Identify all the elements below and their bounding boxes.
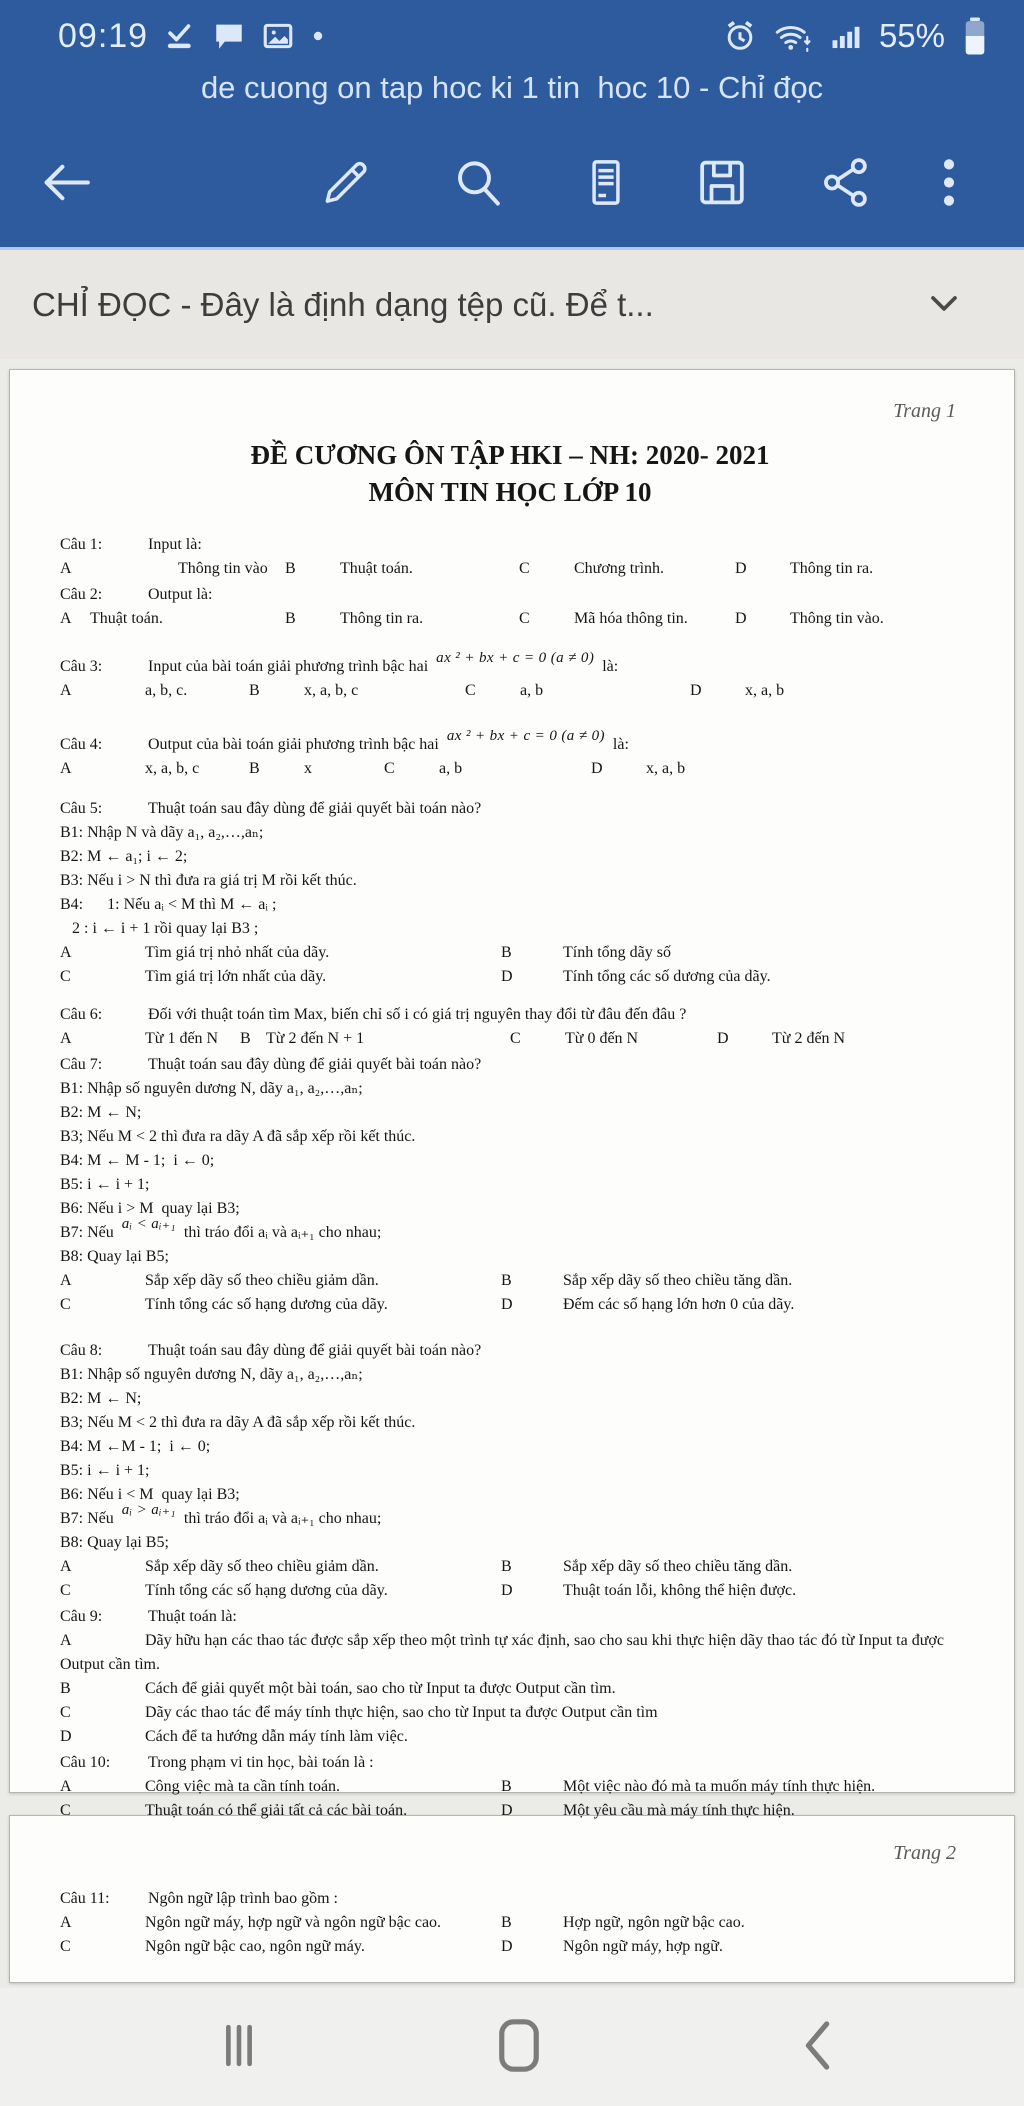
- back-arrow-icon: [37, 153, 95, 211]
- search-button[interactable]: [450, 154, 506, 213]
- option-letter: D: [717, 1030, 729, 1047]
- option-C: [519, 607, 735, 631]
- option-letter: A: [60, 1272, 72, 1289]
- question-number: Câu 1:: [60, 536, 103, 553]
- option-letter: D: [735, 560, 747, 577]
- algorithm-step: 2 : i ← i + 1 rồi quay lại B3 ;: [60, 920, 259, 937]
- option-letter: C: [510, 1030, 521, 1047]
- option-text: Sắp xếp dãy số theo chiều giảm dần.: [145, 1272, 379, 1289]
- option-letter: D: [501, 1802, 513, 1819]
- option-text: Mã hóa thông tin.: [574, 610, 688, 627]
- option-text: Ngôn ngữ máy, hợp ngữ và ngôn ngữ bậc cao.: [145, 1914, 442, 1931]
- gallery-icon: [261, 19, 295, 53]
- option-text: Chương trình.: [574, 560, 665, 577]
- option-A: [60, 1629, 960, 1677]
- question-text: Output là:: [148, 586, 213, 603]
- mobile-view-icon: [580, 154, 632, 210]
- option-D: [501, 1935, 960, 1959]
- document-heading-line1: ĐỀ CƯƠNG ÔN TẬP HKI – NH: 2020- 2021: [250, 440, 770, 470]
- questions-list-page2: [60, 1887, 960, 1959]
- battery-icon: [960, 15, 990, 57]
- option-letter: A: [60, 1632, 72, 1649]
- option-C: [60, 1935, 501, 1959]
- option-A: [60, 1775, 501, 1799]
- question-head: [60, 1751, 960, 1775]
- option-letter: A: [60, 760, 72, 777]
- option-text: Đếm các số hạng lớn hơn 0 của dãy.: [563, 1296, 795, 1313]
- algorithm-step: B1: Nhập số nguyên dương N, dãy a₁, a₂,…,aₙ;: [60, 1366, 363, 1383]
- android-nav-bar: [0, 1988, 1024, 2106]
- question-text: Input là:: [148, 536, 202, 553]
- algorithm-step: B3: Nếu i > N thì đưa ra giá trị M rồi kết thúc.: [60, 872, 357, 889]
- option-text: Dãy hữu hạn các thao tác được sắp xếp theo một trình tự xác định, sao cho sau khi thực hiện dãy thao tác đó từ Input ta được Output cần tìm.: [60, 1632, 944, 1673]
- option-A: [60, 1911, 501, 1935]
- nav-back-button[interactable]: [796, 2018, 838, 2077]
- option-text: Từ 0 đến N: [565, 1030, 639, 1047]
- question-head: [60, 797, 960, 821]
- option-letter: A: [60, 1558, 72, 1575]
- option-B: [60, 1677, 960, 1701]
- math-formula: aᵢ < aᵢ₊₁: [121, 1216, 176, 1232]
- question-c6: [60, 1003, 960, 1051]
- option-text: Hợp ngữ, ngôn ngữ bậc cao.: [563, 1914, 745, 1931]
- option-letter: C: [60, 1704, 71, 1721]
- option-letter: C: [60, 968, 71, 985]
- option-letter: A: [60, 560, 72, 577]
- share-button[interactable]: [818, 154, 874, 213]
- question-text: Trong phạm vi tin học, bài toán là :: [148, 1754, 374, 1771]
- algorithm-step: B5: i ← i + 1;: [60, 1462, 150, 1479]
- option-A: [60, 607, 285, 631]
- document-page-1: [9, 369, 1015, 1819]
- question-number: Câu 9:: [60, 1608, 103, 1625]
- option-D: [735, 607, 960, 631]
- option-text: Từ 2 đến N: [772, 1030, 846, 1047]
- option-A: [60, 1027, 240, 1051]
- toolbar: [0, 120, 1024, 247]
- option-text: Thông tin vào: [178, 560, 268, 577]
- option-letter: D: [501, 968, 513, 985]
- status-bar-left: [58, 17, 326, 56]
- question-head: [60, 1339, 960, 1363]
- question-text: Thuật toán là:: [148, 1608, 237, 1625]
- algorithm-step: B5: i ← i + 1;: [60, 1176, 150, 1193]
- option-letter: C: [60, 1802, 71, 1819]
- option-text: Tính tổng các số hạng dương của dãy.: [145, 1582, 388, 1599]
- wifi-icon: [773, 18, 813, 54]
- question-head: [60, 1605, 960, 1629]
- option-D: [735, 557, 960, 581]
- cell-signal-icon: [828, 19, 864, 53]
- option-letter: C: [60, 1938, 71, 1955]
- option-A: [60, 679, 249, 703]
- option-letter: D: [60, 1728, 72, 1745]
- algorithm-step: B7: Nếu aᵢ > aᵢ₊₁ thì tráo đổi aᵢ và aᵢ₊₁ cho nhau;: [60, 1502, 382, 1527]
- option-D: [60, 1725, 960, 1749]
- option-text: a, b: [520, 682, 544, 699]
- document-title: de cuong on tap hoc ki 1 tin hoc 10 - Chỉ đọc: [200, 70, 824, 105]
- option-letter: D: [591, 760, 603, 777]
- algorithm-step: B6: Nếu i > M quay lại B3;: [60, 1200, 240, 1217]
- option-C: [384, 757, 591, 781]
- readonly-banner-text: CHỈ ĐỌC - Đây là định dạng tệp cũ. Để t...: [32, 285, 654, 323]
- option-text: Sắp xếp dãy số theo chiều giảm dần.: [145, 1558, 379, 1575]
- algorithm-step: B2: M ← N;: [60, 1104, 142, 1121]
- option-D: [591, 757, 960, 781]
- option-letter: C: [60, 1296, 71, 1313]
- option-D: [501, 1799, 960, 1823]
- option-text: Tìm giá trị lớn nhất của dãy.: [145, 968, 327, 985]
- algorithm-step: B8: Quay lại B5;: [60, 1534, 169, 1551]
- option-letter: A: [60, 610, 72, 627]
- option-C: [60, 1701, 960, 1725]
- option-A: [60, 941, 501, 965]
- answer-options: [60, 1555, 960, 1603]
- three-dots-icon: [936, 153, 962, 211]
- question-number: Câu 6:: [60, 1006, 103, 1023]
- question-c7: [60, 1053, 960, 1317]
- option-letter: C: [519, 560, 530, 577]
- option-letter: B: [249, 682, 260, 699]
- option-text: x: [304, 760, 312, 777]
- option-letter: A: [60, 1030, 72, 1047]
- answer-options: [60, 941, 960, 989]
- status-bar-right: [722, 15, 990, 57]
- alarm-icon: [722, 18, 758, 54]
- answer-options: [60, 557, 960, 581]
- option-text: Cách để giải quyết một bài toán, sao cho từ Input ta được Output cần tìm.: [145, 1680, 616, 1697]
- option-letter: A: [60, 944, 72, 961]
- option-text: Thuật toán.: [90, 610, 163, 627]
- algorithm-step: B2: M ← N;: [60, 1390, 142, 1407]
- option-text: a, b: [439, 760, 463, 777]
- option-text: a, b, c.: [145, 682, 188, 699]
- option-C: [60, 1579, 501, 1603]
- option-B: [501, 941, 960, 965]
- notification-dot-icon: [310, 28, 326, 44]
- option-A: [60, 557, 285, 581]
- option-B: [249, 757, 384, 781]
- option-text: Thuật toán có thể giải tất cả các bài toán.: [145, 1802, 408, 1819]
- document-scroll-area[interactable]: [0, 359, 1024, 1988]
- algorithm-step: B3; Nếu M < 2 thì đưa ra dãy A đã sắp xếp rồi kết thúc.: [60, 1128, 416, 1145]
- algorithm-step: B4: M ←M - 1; i ← 0;: [60, 1438, 211, 1455]
- option-letter: D: [690, 682, 702, 699]
- algorithm-step: B4: M ← M - 1; i ← 0;: [60, 1152, 215, 1169]
- save-button[interactable]: [694, 154, 750, 213]
- option-text: x, a, b, c: [304, 682, 359, 699]
- option-text: Một yêu cầu mà máy tính thực hiện.: [563, 1802, 795, 1819]
- option-letter: B: [501, 944, 512, 961]
- option-text: Tính tổng dãy số: [563, 944, 671, 961]
- mobile-view-button[interactable]: [580, 154, 632, 213]
- algorithm-step: B2: M ← a₁; i ← 2;: [60, 848, 188, 865]
- option-letter: B: [249, 760, 260, 777]
- option-letter: B: [501, 1914, 512, 1931]
- status-bar: [0, 0, 1024, 62]
- question-c10: [60, 1751, 960, 1823]
- answer-options: [60, 1629, 960, 1749]
- option-B: [501, 1911, 960, 1935]
- option-B: [501, 1269, 960, 1293]
- recents-icon: [210, 2018, 268, 2074]
- option-text: Thuật toán.: [340, 560, 413, 577]
- option-text: Công việc mà ta cần tính toán.: [145, 1778, 341, 1795]
- question-number: Câu 8:: [60, 1342, 103, 1359]
- option-letter: A: [60, 1914, 72, 1931]
- question-number: Câu 4:: [60, 736, 103, 753]
- question-text: Input của bài toán giải phương trình bậc hai ax ² + bx + c = 0 (a ≠ 0) là:: [148, 650, 619, 675]
- answer-options: [60, 679, 960, 703]
- question-c1: [60, 533, 960, 581]
- option-text: Thông tin vào.: [790, 610, 884, 627]
- option-C: [60, 1799, 501, 1823]
- option-letter: D: [501, 1582, 513, 1599]
- page-number-label: Trang 2: [893, 1842, 956, 1864]
- math-formula: aᵢ > aᵢ₊₁: [121, 1502, 176, 1518]
- answer-options: [60, 1269, 960, 1317]
- option-text: Ngôn ngữ bậc cao, ngôn ngữ máy.: [145, 1938, 365, 1955]
- option-A: [60, 1555, 501, 1579]
- algorithm-step: B6: Nếu i < M quay lại B3;: [60, 1486, 240, 1503]
- algorithm-step: B1: Nhập số nguyên dương N, dãy a₁, a₂,…,aₙ;: [60, 1080, 363, 1097]
- question-c3: [60, 650, 960, 703]
- edit-button[interactable]: [318, 154, 374, 213]
- page-number-label: Trang 1: [893, 400, 956, 422]
- question-number: Câu 5:: [60, 800, 103, 817]
- option-D: [690, 679, 960, 703]
- option-D: [501, 1579, 960, 1603]
- option-B: [249, 679, 465, 703]
- option-B: [240, 1027, 510, 1051]
- question-c2: [60, 583, 960, 631]
- share-icon: [818, 154, 874, 210]
- question-text: Thuật toán sau đây dùng để giải quyết bài toán nào?: [148, 1056, 482, 1073]
- home-icon: [494, 2018, 544, 2074]
- answer-options: [60, 1775, 960, 1823]
- nav-back-icon: [796, 2018, 838, 2074]
- option-text: Tìm giá trị nhỏ nhất của dãy.: [145, 944, 330, 961]
- option-C: [465, 679, 690, 703]
- question-head: [60, 1053, 960, 1077]
- option-letter: C: [519, 610, 530, 627]
- option-text: Một việc nào đó mà ta muốn máy tính thực hiện.: [563, 1778, 876, 1795]
- math-formula: ax ² + bx + c = 0 (a ≠ 0): [436, 650, 595, 666]
- recents-button[interactable]: [210, 2018, 268, 2077]
- battery-percent: 55%: [878, 17, 945, 54]
- pencil-icon: [318, 154, 374, 210]
- question-c8: [60, 1339, 960, 1603]
- option-D: [717, 1027, 960, 1051]
- option-B: [285, 557, 519, 581]
- question-head: [60, 1003, 960, 1027]
- algorithm-step: B3; Nếu M < 2 thì đưa ra dãy A đã sắp xếp rồi kết thúc.: [60, 1414, 416, 1431]
- option-letter: C: [60, 1582, 71, 1599]
- option-text: Thuật toán lỗi, không thể hiện được.: [563, 1582, 797, 1599]
- question-number: Câu 10:: [60, 1754, 111, 1771]
- option-letter: B: [501, 1778, 512, 1795]
- option-letter: B: [60, 1680, 71, 1697]
- home-button[interactable]: [494, 2018, 544, 2077]
- option-A: [60, 757, 249, 781]
- question-text: Ngôn ngữ lập trình bao gồm :: [148, 1890, 338, 1907]
- option-letter: B: [285, 560, 296, 577]
- option-letter: D: [501, 1296, 513, 1313]
- back-button[interactable]: [37, 153, 95, 214]
- question-head: [60, 728, 960, 757]
- option-letter: D: [735, 610, 747, 627]
- question-text: Thuật toán sau đây dùng để giải quyết bài toán nào?: [148, 800, 482, 817]
- question-number: Câu 2:: [60, 586, 103, 603]
- question-c9: [60, 1605, 960, 1749]
- app-header: [0, 0, 1024, 250]
- algorithm-step: B8: Quay lại B5;: [60, 1248, 169, 1265]
- option-text: Cách để ta hướng dẫn máy tính làm việc.: [145, 1728, 408, 1745]
- question-head: [60, 1887, 960, 1911]
- question-head: [60, 583, 960, 607]
- answer-options: [60, 757, 960, 781]
- question-c11: [60, 1887, 960, 1959]
- option-B: [501, 1555, 960, 1579]
- option-C: [519, 557, 735, 581]
- clock-time: 09:19: [58, 16, 149, 55]
- option-B: [285, 607, 519, 631]
- option-D: [501, 965, 960, 989]
- option-C: [510, 1027, 717, 1051]
- option-letter: B: [240, 1030, 251, 1047]
- option-letter: D: [501, 1938, 513, 1955]
- message-icon: [212, 19, 246, 53]
- algorithm-step: B7: Nếu aᵢ < aᵢ₊₁ thì tráo đổi aᵢ và aᵢ₊₁ cho nhau;: [60, 1216, 382, 1241]
- option-letter: B: [501, 1272, 512, 1289]
- option-text: x, a, b: [745, 682, 785, 699]
- option-C: [60, 1293, 501, 1317]
- question-number: Câu 11:: [60, 1890, 110, 1907]
- option-letter: B: [501, 1558, 512, 1575]
- question-head: [60, 533, 960, 557]
- answer-options: [60, 1911, 960, 1959]
- option-B: [501, 1775, 960, 1799]
- question-text: Đối với thuật toán tìm Max, biến chỉ số i có giá trị nguyên thay đổi từ đâu đến đâu ?: [148, 1006, 687, 1023]
- question-text: Output của bài toán giải phương trình bậc hai ax ² + bx + c = 0 (a ≠ 0) là:: [148, 728, 629, 753]
- option-text: Ngôn ngữ máy, hợp ngữ.: [563, 1938, 723, 1955]
- algorithm-step: B4: 1: Nếu aᵢ < M thì M ← aᵢ ;: [60, 896, 277, 913]
- question-text: Thuật toán sau đây dùng để giải quyết bài toán nào?: [148, 1342, 482, 1359]
- option-D: [501, 1293, 960, 1317]
- overflow-menu-button[interactable]: [936, 153, 962, 214]
- save-icon: [694, 154, 750, 210]
- option-text: Dãy các thao tác để máy tính thực hiện, sao cho từ Input ta được Output cần tìm: [145, 1704, 658, 1721]
- option-text: Thông tin ra.: [790, 560, 874, 577]
- download-complete-icon: [163, 19, 197, 53]
- math-formula: ax ² + bx + c = 0 (a ≠ 0): [446, 728, 605, 744]
- option-letter: A: [60, 1778, 72, 1795]
- question-c5: [60, 797, 960, 989]
- question-number: Câu 7:: [60, 1056, 103, 1073]
- option-text: Tính tổng các số hạng dương của dãy.: [145, 1296, 388, 1313]
- questions-list-page1: [60, 533, 960, 1823]
- document-heading-line2: MÔN TIN HỌC LỚP 10: [368, 477, 652, 507]
- option-text: Sắp xếp dãy số theo chiều tăng dần.: [563, 1558, 793, 1575]
- search-icon: [450, 154, 506, 210]
- document-page-2: [9, 1815, 1015, 1983]
- option-C: [60, 965, 501, 989]
- algorithm-step: B1: Nhập N và dãy a₁, a₂,…,aₙ;: [60, 824, 264, 841]
- option-text: Thông tin ra.: [340, 610, 424, 627]
- question-c4: [60, 728, 960, 781]
- chevron-down-icon[interactable]: [922, 280, 966, 329]
- option-text: x, a, b: [646, 760, 686, 777]
- option-text: Sắp xếp dãy số theo chiều tăng dần.: [563, 1272, 793, 1289]
- option-letter: A: [60, 682, 72, 699]
- option-text: Từ 2 đến N + 1: [266, 1030, 365, 1047]
- option-A: [60, 1269, 501, 1293]
- question-head: [60, 650, 960, 679]
- question-number: Câu 3:: [60, 658, 103, 675]
- readonly-banner[interactable]: [0, 250, 1024, 359]
- option-text: Từ 1 đến N: [145, 1030, 219, 1047]
- option-text: x, a, b, c: [145, 760, 200, 777]
- option-letter: C: [384, 760, 395, 777]
- option-text: Tính tổng các số dương của dãy.: [563, 968, 771, 985]
- answer-options: [60, 607, 960, 631]
- answer-options: [60, 1027, 960, 1051]
- option-letter: C: [465, 682, 476, 699]
- option-letter: B: [285, 610, 296, 627]
